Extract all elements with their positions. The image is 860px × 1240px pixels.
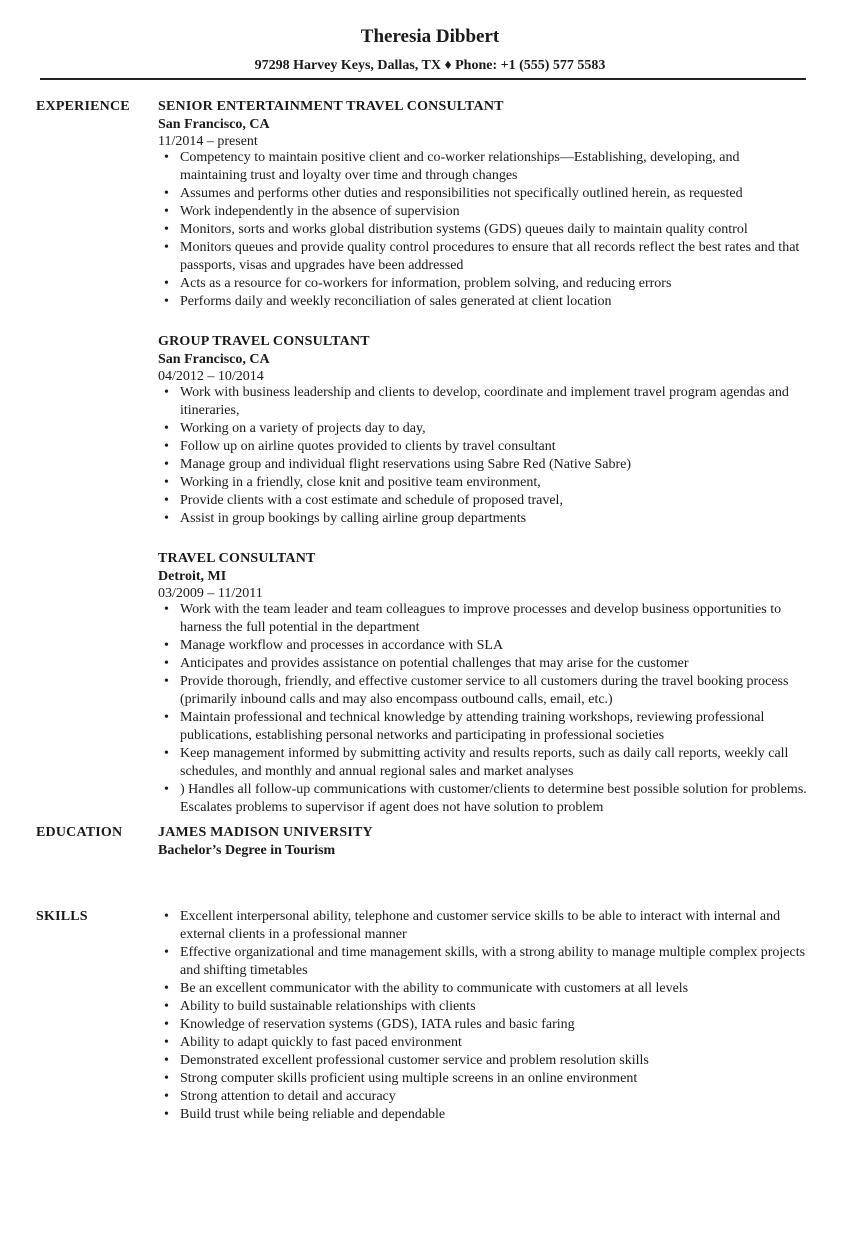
header-divider bbox=[40, 78, 806, 80]
bullet-item: • Work with the team leader and team colleagues to improve processes and develop business opportunities to harness the full potential in the department bbox=[180, 601, 808, 637]
job-senior-entertainment-travel-consultant bbox=[158, 98, 808, 311]
bullet-item: • Competency to maintain positive client and co-worker relationships—Establishing, developing, and maintaining trust and loyalty over time and through changes bbox=[180, 149, 808, 185]
skills-body bbox=[158, 908, 808, 1124]
skill-item: • Be an excellent communicator with the ability to communicate with customers at all levels bbox=[180, 980, 808, 998]
bullet-item: • Provide clients with a cost estimate and schedule of proposed travel, bbox=[180, 492, 808, 510]
job-title: TRAVEL CONSULTANT bbox=[158, 551, 316, 566]
bullet-item: • Manage workflow and processes in accordance with SLA bbox=[180, 637, 808, 655]
job-dates: 04/2012 – 10/2014 bbox=[158, 369, 264, 384]
education-body bbox=[158, 824, 808, 860]
bullet-item: • Work with business leadership and clients to develop, coordinate and implement travel program agendas and itineraries, bbox=[180, 384, 808, 420]
bullet-item: • Monitors, sorts and works global distribution systems (GDS) queues daily to maintain quality control bbox=[180, 221, 808, 239]
experience-body bbox=[158, 98, 808, 839]
bullet-item: • Assumes and performs other duties and responsibilities not specifically outlined herein, as requested bbox=[180, 185, 808, 203]
candidate-name: Theresia Dibbert bbox=[360, 26, 500, 47]
job-group-travel-consultant bbox=[158, 333, 808, 528]
skill-item: • Ability to build sustainable relationships with clients bbox=[180, 998, 808, 1016]
bullet-item: • Keep management informed by submitting activity and results reports, such as daily call reports, weekly call schedules, and monthly and annual regional sales and market analyses bbox=[180, 745, 808, 781]
job-title: GROUP TRAVEL CONSULTANT bbox=[158, 334, 370, 349]
bullet-item: • Acts as a resource for co-workers for information, problem solving, and reducing errors bbox=[180, 275, 808, 293]
skill-item: • Ability to adapt quickly to fast paced environment bbox=[180, 1034, 808, 1052]
bullet-item: • ) Handles all follow-up communications with customer/clients to determine best possible solution for problems. Escalates problems to supervisor if agent does not have solution to problem bbox=[180, 781, 808, 817]
bullet-item: • Provide thorough, friendly, and effective customer service to all customers during the travel booking process (primarily inbound calls and may also encompass outbound calls, email, etc.) bbox=[180, 673, 808, 709]
bullet-item: • Maintain professional and technical knowledge by attending training workshops, reviewing professional publications, establishing personal networks and participating in professional societies bbox=[180, 709, 808, 745]
bullet-item: • Performs daily and weekly reconciliation of sales generated at client location bbox=[180, 293, 808, 311]
job-dates: 11/2014 – present bbox=[158, 134, 258, 149]
bullet-item: • Assist in group bookings by calling airline group departments bbox=[180, 510, 808, 528]
skill-item: • Build trust while being reliable and dependable bbox=[180, 1106, 808, 1124]
bullet-item: • Monitors queues and provide quality control procedures to ensure that all records reflect the best rates and that passports, visas and upgrades have been addressed bbox=[180, 239, 808, 275]
resume-header bbox=[0, 26, 860, 74]
school-name: JAMES MADISON UNIVERSITY bbox=[158, 825, 373, 840]
skill-item: • Demonstrated excellent professional customer service and problem resolution skills bbox=[180, 1052, 808, 1070]
job-location: San Francisco, CA bbox=[158, 352, 270, 367]
job-location: Detroit, MI bbox=[158, 569, 227, 584]
job-bullets bbox=[158, 601, 808, 817]
job-bullets bbox=[158, 149, 808, 311]
experience-label: EXPERIENCE bbox=[36, 99, 130, 114]
degree-name: Bachelor’s Degree in Tourism bbox=[158, 843, 336, 858]
contact-line: 97298 Harvey Keys, Dallas, TX ♦ Phone: +1 (555) 577 5583 bbox=[254, 58, 606, 73]
job-dates: 03/2009 – 11/2011 bbox=[158, 586, 263, 601]
skills-list bbox=[158, 908, 808, 1124]
job-title: SENIOR ENTERTAINMENT TRAVEL CONSULTANT bbox=[158, 99, 504, 114]
skill-item: • Knowledge of reservation systems (GDS), IATA rules and basic faring bbox=[180, 1016, 808, 1034]
education-label: EDUCATION bbox=[36, 825, 123, 840]
skill-item: • Strong attention to detail and accuracy bbox=[180, 1088, 808, 1106]
skill-item: • Strong computer skills proficient using multiple screens in an online environment bbox=[180, 1070, 808, 1088]
bullet-item: • Manage group and individual flight reservations using Sabre Red (Native Sabre) bbox=[180, 456, 808, 474]
bullet-item: • Follow up on airline quotes provided to clients by travel consultant bbox=[180, 438, 808, 456]
bullet-item: • Work independently in the absence of supervision bbox=[180, 203, 808, 221]
job-location: San Francisco, CA bbox=[158, 117, 270, 132]
job-travel-consultant bbox=[158, 550, 808, 817]
skill-item: • Excellent interpersonal ability, telephone and customer service skills to be able to interact with internal and external clients in a professional manner bbox=[180, 908, 808, 944]
skill-item: • Effective organizational and time management skills, with a strong ability to manage multiple complex projects and shifting timetables bbox=[180, 944, 808, 980]
bullet-item: • Working on a variety of projects day to day, bbox=[180, 420, 808, 438]
bullet-item: • Anticipates and provides assistance on potential challenges that may arise for the customer bbox=[180, 655, 808, 673]
job-bullets bbox=[158, 384, 808, 528]
bullet-item: • Working in a friendly, close knit and positive team environment, bbox=[180, 474, 808, 492]
skills-label: SKILLS bbox=[36, 909, 88, 924]
